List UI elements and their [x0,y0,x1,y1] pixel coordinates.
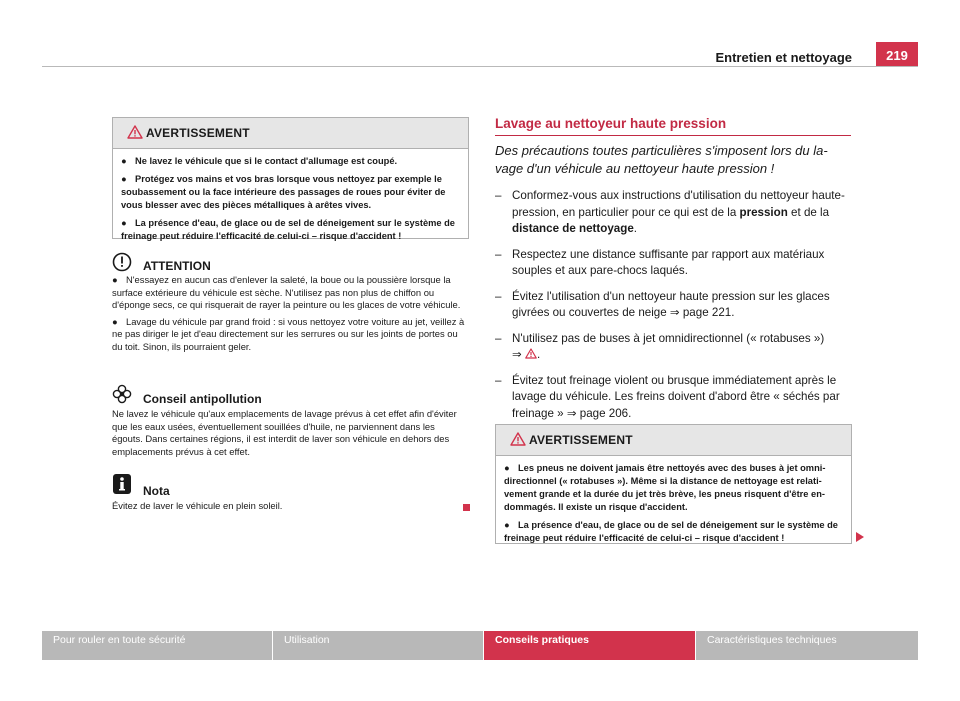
warning-box [112,117,469,239]
warning-title: AVERTISSEMENT [146,126,250,140]
environment-text: Ne lavez le véhicule qu'aux emplacements de lavage prévus à cet effet afin d'éviter que les eaux usées, éventuellement souillées d'huile, ne parviennent dans les égouts. Dans certaines régions, il est interdit de laver son véhicule en dehors des emplacements prévus à cet effet. [112,408,457,457]
dash-marker: – [495,289,502,303]
warning-body [496,456,851,554]
end-of-section-marker [463,504,470,511]
environment-flower-icon [112,384,132,404]
continue-arrow-icon [856,532,864,542]
footer-tab-usage[interactable]: Utilisation [284,634,330,646]
attention-title: ATTENTION [143,259,211,273]
environment-title: Conseil antipollution [143,392,262,406]
header-rule [42,66,918,67]
page-reference-link[interactable]: ⇒ page 206 [566,406,629,420]
section-title: Lavage au nettoyeur haute pression [495,116,727,131]
bullet-icon: ● [112,274,118,285]
warning-item: ● La présence d'eau, de glace ou de sel de déneigement sur le système de freinage peut réduire l'efficacité de celui-ci – risque d'accident ! [121,218,455,241]
list-item: – Conformez-vous aux instructions d'utilisation du nettoyeur haute-pression, en particulier pour ce qui est de la pression et de la distance de nettoyage. [495,189,845,235]
footer-tab-safety[interactable]: Pour rouler en toute sécurité [53,634,186,646]
list-item: – Évitez tout freinage violent ou brusque immédiatement après le lavage du véhicule. Les freins doivent d'abord être « séchés par freinage » ⇒ page 206. [495,373,840,420]
note-title: Nota [143,484,170,498]
footer-tab-practical-tips[interactable]: Conseils pratiques [484,631,695,660]
attention-item: ● N'essayez en aucun cas d'enlever la saleté, la boue ou la poussière lorsque la surface extérieure du véhicule est sèche. N'utilisez pas non plus de chiffon ou d'éponge secs, ce qui risquerait de rayer la peinture ou les glaces de votre véhicule. [112,274,461,311]
footer-nav [42,631,918,660]
page-number: 219 [876,42,918,67]
dash-marker: – [495,373,502,387]
warning-body [113,149,468,252]
dash-marker: – [495,331,502,345]
bullet-icon: ● [504,463,510,473]
info-icon [112,473,132,495]
attention-body [112,274,470,358]
attention-item: ● Lavage du véhicule par grand froid : si vous nettoyez votre voiture au jet, veillez à ne pas diriger le jet d'eau directement sur les serrures ou sur les joints de portes ou du toit. Sinon, ils pourraient geler. [112,315,465,352]
warning-triangle-icon [510,432,526,446]
warning-header [113,118,468,149]
list-item: – N'utilisez pas de buses à jet omnidirectionnel (« rotabuses ») ⇒ . [495,331,825,361]
bullet-icon: ● [121,156,127,166]
bullet-icon: ● [112,315,118,327]
footer-tab-technical-specs[interactable]: Caractéristiques techniques [707,634,837,646]
bullet-icon: ● [121,174,127,184]
warning-triangle-icon[interactable] [525,348,537,359]
warning-item: ● Les pneus ne doivent jamais être nettoyés avec des buses à jet omnidirectionnel (« rotabuses »). Même si la distance de nettoyage est relativement grande et la durée du jet très brève, les pneus risquent d'être endommagés. Il existe un risque d'accident. [504,463,826,512]
dash-marker: – [495,189,502,202]
warning-item: ● Ne lavez le véhicule que si le contact d'allumage est coupé. [121,156,398,166]
warning-reference-link[interactable]: ⇒ [512,348,522,361]
warning-item: ● La présence d'eau, de glace ou de sel de déneigement sur le système de freinage peut réduire l'efficacité de celui-ci – risque d'accident ! [504,520,838,543]
chapter-title: Entretien et nettoyage [715,50,852,65]
section-intro: Des précautions toutes particulières s'imposent lors du lavage d'un véhicule au nettoyeur haute pression ! [495,143,828,176]
warning-item: ● Protégez vos mains et vos bras lorsque vous nettoyez par exemple le soubassement ou la face intérieure des passages de roues pour éviter de vous blesser avec des pièces métalliques à arêtes vives. [121,174,446,210]
attention-icon [112,252,132,272]
warning-title: AVERTISSEMENT [529,433,633,447]
bullet-icon: ● [121,218,127,228]
warning-triangle-icon [127,125,143,139]
section-rule [495,135,851,136]
warning-box [495,424,852,544]
instruction-list [495,188,855,431]
page-reference-link[interactable]: ⇒ page 221 [669,306,732,319]
dash-marker: – [495,247,502,261]
bullet-icon: ● [504,520,510,530]
list-item: – Évitez l'utilisation d'un nettoyeur haute pression sur les glaces givrées ou couvertes de neige ⇒ page 221. [495,289,830,319]
note-text: Évitez de laver le véhicule en plein soleil. [112,500,283,511]
list-item: – Respectez une distance suffisante par rapport aux matériaux souples et aux pare-chocs laqués. [495,247,825,277]
warning-header [496,425,851,456]
